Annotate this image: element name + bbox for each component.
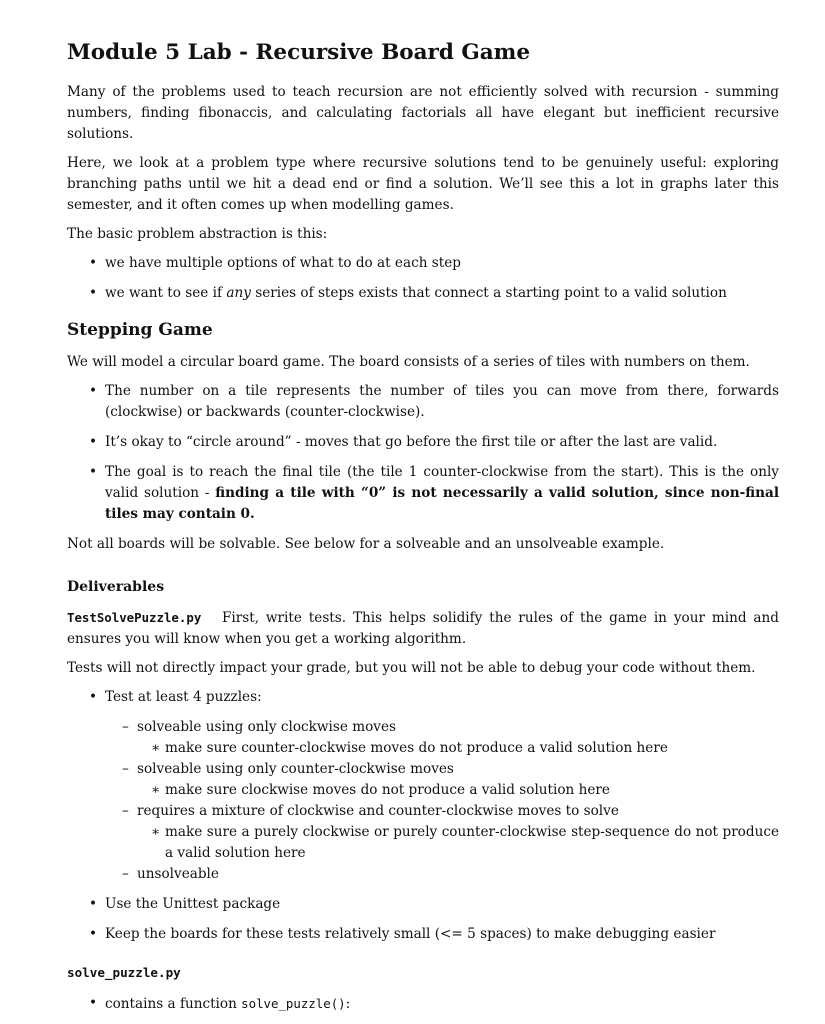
- page-title: Module 5 Lab - Recursive Board Game: [67, 40, 531, 65]
- deliverables-paragraph-2: Tests will not directly impact your grade, but you will not be able to debug your code without them.: [67, 660, 756, 676]
- list-item: • The number on a tile represents the number of tiles you can move from there, forwards (clockwise) or backwards (counter-clockwise).: [105, 381, 779, 423]
- function-name: solve_puzzle(): [241, 996, 346, 1011]
- list-item: • Test at least 4 puzzles: – solveable using only clockwise moves ∗ make sure counter-clockwise moves do not produce a valid solution here – solveable using only counter-clockwise moves ∗ make sure clockwise moves do not produce a valid solution here – requires a mixture of clockwise and counter-clockwise moves to solve ∗ make sure a purely clockwise or purely counter-clockwise step-sequence do not produce a valid solution here – unsolveable: [105, 687, 779, 885]
- list-item: • Keep the boards for these tests relatively small (<= 5 spaces) to make debugging easier: [105, 924, 779, 945]
- list-item: – unsolveable: [137, 864, 779, 885]
- list-item: ∗ make sure clockwise moves do not produce a valid solution here: [165, 780, 779, 801]
- list-item: • contains a function solve_puzzle():: [105, 993, 779, 1015]
- list-item: • we want to see if any series of steps exists that connect a starting point to a valid solution: [105, 283, 779, 304]
- emphasis-text: any: [226, 285, 251, 301]
- list-item: • It’s okay to “circle around” - moves that go before the first tile or after the last are valid.: [105, 432, 779, 453]
- solve-file-heading: solve_puzzle.py: [67, 965, 181, 980]
- list-item: • Use the Unittest package: [105, 894, 779, 915]
- intro-paragraph-2: Here, we look at a problem type where recursive solutions tend to be genuinely useful: exploring branching paths until we hit a dead end or find a solution. We’ll see this a lot in graphs later this semester, and it often comes up when modelling games.: [67, 155, 779, 213]
- test-requirements-list: [67, 687, 779, 945]
- section-heading-deliverables: Deliverables: [67, 579, 165, 595]
- list-item: – solveable using only clockwise moves ∗ make sure counter-clockwise moves do not produce a valid solution here: [137, 717, 779, 759]
- intro-paragraph-3: The basic problem abstraction is this:: [67, 226, 328, 242]
- stepping-paragraph-1: We will model a circular board game. The board consists of a series of tiles with numbers on them.: [67, 354, 750, 370]
- intro-paragraph-1: Many of the problems used to teach recursion are not efficiently solved with recursion - summing numbers, finding fibonaccis, and calculating factorials all have elegant but inefficient recursive solutions.: [67, 84, 779, 142]
- list-item: ∗ make sure a purely clockwise or purely counter-clockwise step-sequence do not produce a valid solution here: [165, 822, 779, 864]
- list-item: • The goal is to reach the final tile (the tile 1 counter-clockwise from the start). This is the only valid solution - finding a tile with “0” is not necessarily a valid solution, since non-final tiles may contain 0.: [105, 462, 779, 525]
- list-item: ∗ make sure counter-clockwise moves do not produce a valid solution here: [165, 738, 779, 759]
- stepping-paragraph-2: Not all boards will be solvable. See below for a solveable and an unsolveable example.: [67, 536, 665, 552]
- solve-file-list: [67, 993, 779, 1015]
- section-heading-stepping-game: Stepping Game: [67, 320, 213, 340]
- test-file-paragraph: TestSolvePuzzle.py First, write tests. This helps solidify the rules of the game in your mind and ensures you will know when you get a working algorithm.: [67, 610, 779, 647]
- test-file-name: TestSolvePuzzle.py: [67, 610, 202, 625]
- list-item: – solveable using only counter-clockwise moves ∗ make sure clockwise moves do not produce a valid solution here: [137, 759, 779, 801]
- rules-list: [67, 381, 779, 525]
- bold-warning-text: finding a tile with “0” is not necessarily a valid solution, since non-final tiles may contain 0.: [105, 485, 779, 522]
- list-item: • we have multiple options of what to do at each step: [105, 253, 779, 274]
- document-page: [67, 38, 779, 1024]
- abstraction-list: [67, 253, 779, 304]
- list-item: – requires a mixture of clockwise and counter-clockwise moves to solve ∗ make sure a purely clockwise or purely counter-clockwise step-sequence do not produce a valid solution here: [137, 801, 779, 864]
- puzzle-types-list: [105, 717, 779, 885]
